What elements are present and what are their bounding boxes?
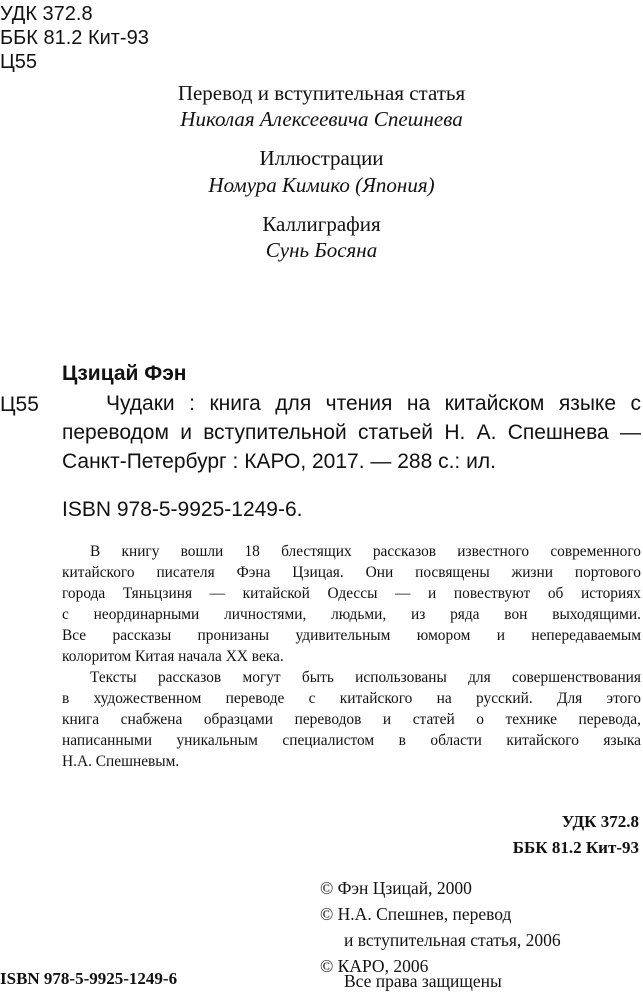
catalog-description-line: переводом и вступительной статьей Н. А. Спешнева — [62,421,641,444]
rights-reserved: Все права защищены [344,971,502,991]
annotation-line: Тексты рассказов могут быть использованы для совершенствования [90,669,641,686]
annotation-line: с неординарными личностями, людьми, из ряда вон выходящими. [62,606,641,623]
copyright-block [320,875,561,979]
annotation [62,541,641,772]
annotation-line: книга снабжена образцами переводов и статей о технике перевода, [62,711,641,728]
credit-calligraphy-role: Каллиграфия [262,212,381,236]
annotation-line: колоритом Китая начала XX века. [62,648,284,665]
copyright-line: © КАРО, 2006 [320,956,429,976]
footer-bbk: ББК 81.2 Кит-93 [512,838,639,857]
annotation-line: Все рассказы пронизаны удивительным юмором и непередаваемым [62,627,641,644]
catalog-cutter: Ц55 [0,393,39,416]
catalog-isbn: ISBN 978-5-9925-1249-6. [62,498,303,521]
annotation-line: написанными уникальным специалистом в области китайского языка [62,732,641,749]
header-bbk: ББК 81.2 Кит-93 [0,27,149,49]
credit-translation-role: Перевод и вступительная статья [177,81,466,105]
copyright-line: © Н.А. Спешнев, перевод [320,904,512,924]
header-cutter: Ц55 [0,51,38,73]
catalog-description-line: Чудаки : книга для чтения на китайском языке с [106,392,641,415]
footer-udk: УДК 372.8 [561,812,639,831]
annotation-line: города Тяньцзиня — китайской Одессы — и повествуют об историях [62,585,641,602]
footer-isbn: ISBN 978-5-9925-1249-6 [0,969,178,988]
copyright-line: © Фэн Цзицай, 2000 [320,878,472,898]
annotation-line: Н.А. Спешневым. [62,753,180,770]
credit-illustration-role: Иллюстрации [259,146,384,170]
catalog-description-line: Санкт-Петербург : КАРО, 2017. — 288 с.: ил. [62,450,496,473]
annotation-line: в художественном переводе с китайского на русский. Для этого [62,690,641,707]
annotation-line: В книгу вошли 18 блестящих рассказов известного современного [90,543,641,560]
catalog-author: Цзицай Фэн [62,362,187,385]
copyright-line: и вступительная статья, 2006 [344,930,561,950]
header-udk: УДК 372.8 [0,3,93,25]
catalog-description [62,389,641,476]
annotation-line: китайского писателя Фэна Цзицая. Они посвящены жизни портового [62,564,641,581]
credit-translation-name: Николая Алексеевича Спешнева [180,107,463,131]
credit-calligraphy-name: Сунь Босяна [265,238,378,262]
credit-illustration-name: Номура Кимико (Япония) [208,173,435,197]
